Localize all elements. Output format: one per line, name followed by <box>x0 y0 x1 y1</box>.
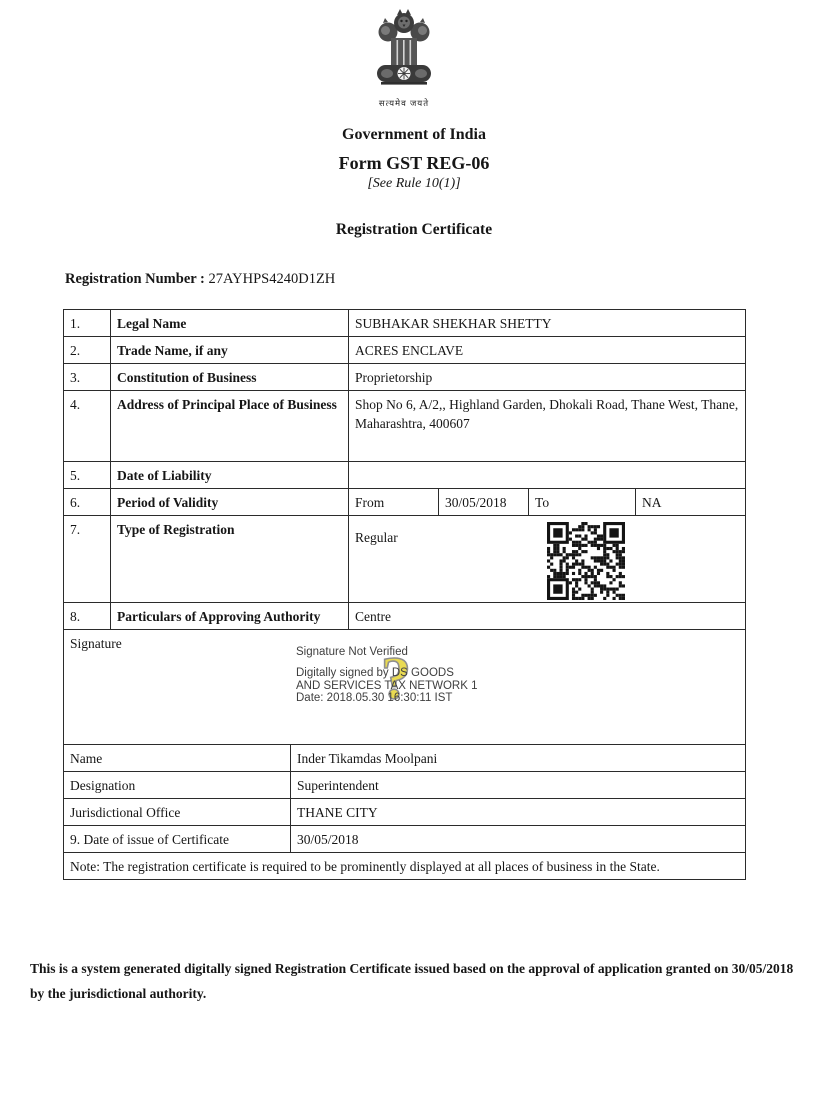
row-label: Jurisdictional Office <box>64 799 291 826</box>
row-num: 7. <box>64 516 111 603</box>
table-row <box>64 364 746 391</box>
row-num: 5. <box>64 462 111 489</box>
row-value: Superintendent <box>291 772 746 799</box>
form-title: Form GST REG-06 <box>338 153 490 173</box>
signature-signer-line1: Digitally signed by DS GOODS <box>296 667 454 680</box>
table-row <box>64 745 746 772</box>
row-value: 30/05/2018 <box>291 826 746 853</box>
row-value: Shop No 6, A/2,, Highland Garden, Dhokali Road, Thane West, Thane, Maharashtra, 400607 <box>349 391 746 462</box>
table-row <box>64 772 746 799</box>
row-num: 8. <box>64 603 111 630</box>
qr-code <box>547 522 625 600</box>
table-row <box>64 462 746 489</box>
row-num: 2. <box>64 337 111 364</box>
row-label: Particulars of Approving Authority <box>111 603 349 630</box>
validity-from-label: From <box>349 489 439 516</box>
row-label: Constitution of Business <box>111 364 349 391</box>
registration-number-value: 27AYHPS4240D1ZH <box>208 271 336 287</box>
row-value: ACRES ENCLAVE <box>349 337 746 364</box>
registration-number-line <box>65 271 335 288</box>
system-generated-note: This is a system generated digitally signed Registration Certificate issued based on the approval of application granted on 30/05/2018 by the jurisdictional authority. <box>30 961 794 1001</box>
row-value: Proprietorship <box>349 364 746 391</box>
signature-label: Signature <box>70 636 122 651</box>
certificate-table-wrap <box>63 309 745 880</box>
row-label: Name <box>64 745 291 772</box>
table-row <box>64 337 746 364</box>
row-label: Trade Name, if any <box>111 337 349 364</box>
row-value: THANE CITY <box>291 799 746 826</box>
validity-to-label: To <box>529 489 636 516</box>
row-value: Regular <box>355 530 398 545</box>
table-row <box>64 603 746 630</box>
table-row <box>64 826 746 853</box>
row-value: Inder Tikamdas Moolpani <box>291 745 746 772</box>
signature-cell <box>64 630 746 745</box>
table-row <box>64 310 746 337</box>
row-label: Period of Validity <box>111 489 349 516</box>
row-label: Designation <box>64 772 291 799</box>
certificate-title: Registration Certificate <box>335 221 493 238</box>
government-of-india-heading: Government of India <box>342 126 486 143</box>
rule-reference: [See Rule 10(1)] <box>367 176 461 191</box>
emblem-block <box>362 8 446 109</box>
row-label: Date of Liability <box>111 462 349 489</box>
validity-from-value: 30/05/2018 <box>439 489 529 516</box>
row-num: 3. <box>64 364 111 391</box>
row-num: 1. <box>64 310 111 337</box>
digital-signature-stamp <box>296 644 576 710</box>
row-value: SUBHAKAR SHEKHAR SHETTY <box>349 310 746 337</box>
ashoka-lion-capital-icon <box>371 8 437 92</box>
svg-text:?: ? <box>381 646 411 710</box>
table-row <box>64 799 746 826</box>
row-label: Address of Principal Place of Business <box>111 391 349 462</box>
note-text: Note: The registration certificate is required to be prominently displayed at all places of business in the State. <box>64 853 746 880</box>
signature-signer-line2: AND SERVICES TAX NETWORK 1 <box>296 679 478 692</box>
table-row <box>64 391 746 462</box>
note-row <box>64 853 746 880</box>
row-value-cell <box>349 516 746 603</box>
signature-date-line: Date: 2018.05.30 16:30:11 IST <box>296 691 453 704</box>
validity-to-value: NA <box>636 489 746 516</box>
row-label: 9. Date of issue of Certificate <box>64 826 291 853</box>
signature-row <box>64 630 746 745</box>
table-row-type-of-registration <box>64 516 746 603</box>
row-value: Centre <box>349 603 746 630</box>
emblem-motto: सत्यमेव जयते <box>378 98 430 108</box>
row-num: 4. <box>64 391 111 462</box>
registration-number-label: Registration Number : <box>65 271 205 287</box>
row-label: Legal Name <box>111 310 349 337</box>
certificate-table <box>63 309 746 880</box>
signature-status-text: Signature Not Verified <box>296 646 408 658</box>
row-label: Type of Registration <box>111 516 349 603</box>
table-row-period-of-validity <box>64 489 746 516</box>
row-num: 6. <box>64 489 111 516</box>
row-value <box>349 462 746 489</box>
